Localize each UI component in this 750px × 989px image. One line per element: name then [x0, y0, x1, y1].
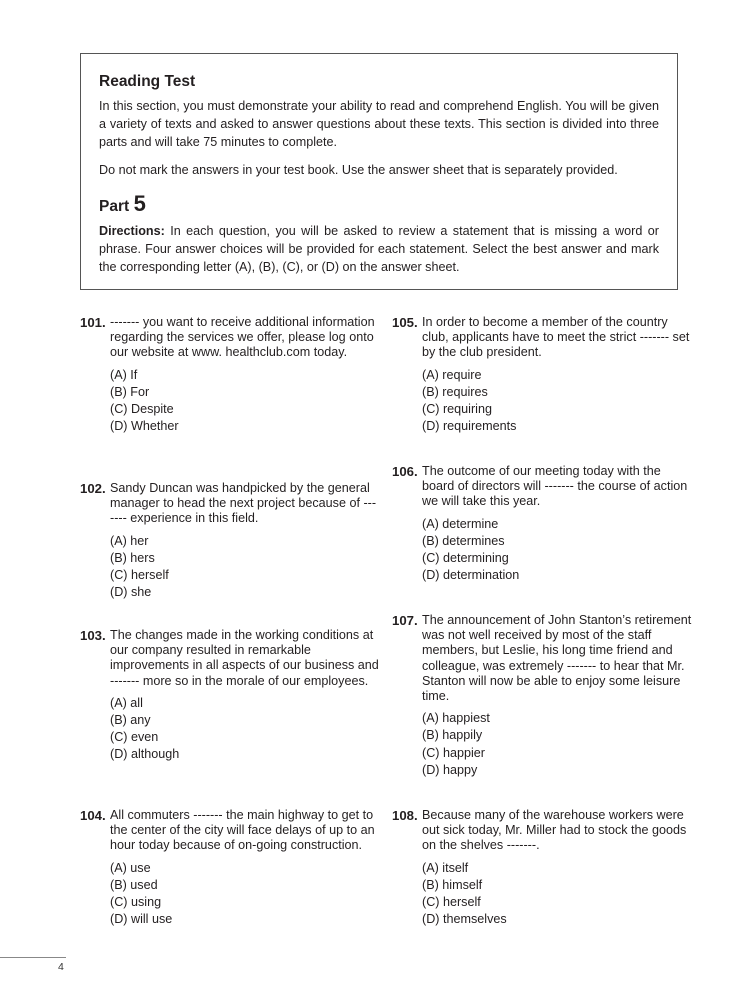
option-c[interactable]: (C) herself [422, 895, 481, 910]
answer-options [110, 367, 380, 436]
question-number: 102. [80, 481, 106, 496]
directions [99, 222, 659, 277]
option-d[interactable]: (D) happy [422, 762, 478, 777]
question-number: 106. [392, 464, 418, 479]
option-b[interactable]: (B) determines [422, 533, 505, 548]
option-d[interactable]: (D) requirements [422, 419, 517, 434]
question-text: In order to become a member of the country club, applicants have to meet the strict ------- set by the club president. [422, 315, 690, 360]
option-c[interactable]: (C) determining [422, 551, 509, 566]
question-text: The announcement of John Stanton’s retirement was not well received by most of the staff members, but Leslie, his long time friend and colleague, was extremely ------- to hear that Mr. Stanton will now be able to enjoy some leisure time. [422, 613, 692, 704]
question-text: Because many of the warehouse workers were out sick today, Mr. Miller had to stock the goods on the shelves -------. [422, 808, 687, 853]
page-number: 4 [58, 961, 64, 973]
question-101 [80, 315, 380, 435]
question-105 [392, 315, 692, 435]
option-b[interactable]: (B) hers [110, 550, 155, 565]
option-c[interactable]: (C) requiring [422, 402, 492, 417]
option-a[interactable]: (A) itself [422, 860, 469, 875]
option-b[interactable]: (B) requires [422, 384, 488, 399]
option-a[interactable]: (A) determine [422, 516, 499, 531]
answer-options [422, 860, 692, 929]
answer-options [110, 860, 380, 929]
option-b[interactable]: (B) used [110, 877, 158, 892]
section-title: Reading Test [99, 73, 196, 90]
question-102 [80, 481, 380, 601]
question-number: 103. [80, 628, 106, 643]
question-108 [392, 808, 692, 928]
question-107 [392, 613, 692, 779]
footer-divider [0, 957, 66, 958]
answer-options [110, 695, 380, 764]
question-number: 101. [80, 315, 106, 330]
option-c[interactable]: (C) herself [110, 568, 169, 583]
option-d[interactable]: (D) will use [110, 912, 173, 927]
question-number: 108. [392, 808, 418, 823]
part-label: Part [99, 197, 130, 215]
answer-options [422, 516, 692, 585]
question-103 [80, 628, 380, 764]
option-a[interactable]: (A) use [110, 860, 151, 875]
option-a[interactable]: (A) happiest [422, 711, 490, 726]
answer-options [422, 710, 692, 779]
option-a[interactable]: (A) require [422, 367, 482, 382]
option-b[interactable]: (B) any [110, 713, 151, 728]
question-text: All commuters ------- the main highway to get to the center of the city will face delays of up to an hour today because of on-going construction. [110, 808, 375, 853]
intro-paragraph: In this section, you must demonstrate your ability to read and comprehend English. You will be given a variety of texts and asked to answer questions about these texts. This section is divided into three parts and will take 75 minutes to complete. [99, 99, 659, 150]
option-c[interactable]: (C) Despite [110, 402, 174, 417]
question-number: 104. [80, 808, 106, 823]
option-a[interactable]: (A) her [110, 533, 149, 548]
directions-text: In each question, you will be asked to review a statement that is missing a word or phrase. Four answer choices will be provided for each statement. Select the best answer and mark the corresponding letter (A), (B), (C), or (D) on the answer sheet. [99, 223, 659, 275]
question-text: Sandy Duncan was handpicked by the general manager to head the next project because of ------- experience in this field. [110, 481, 377, 526]
option-d[interactable]: (D) although [110, 747, 180, 762]
option-b[interactable]: (B) happily [422, 728, 483, 743]
question-106 [392, 464, 692, 584]
option-c[interactable]: (C) using [110, 895, 162, 910]
question-text: The changes made in the working conditions at our company resulted in remarkable improvements in all aspects of our business and ------- more so in the morale of our employees. [110, 628, 379, 688]
option-b[interactable]: (B) himself [422, 877, 483, 892]
question-text: ------- you want to receive additional information regarding the services we offer, please log onto our website at www. healthclub.com today. [110, 315, 375, 360]
question-number: 105. [392, 315, 418, 330]
answer-sheet-instruction: Do not mark the answers in your test book. Use the answer sheet that is separately provided. [99, 162, 618, 177]
question-104 [80, 808, 380, 928]
option-a[interactable]: (A) all [110, 695, 143, 710]
part-heading [99, 190, 659, 218]
question-number: 107. [392, 613, 418, 628]
option-a[interactable]: (A) If [110, 367, 138, 382]
part-number: 5 [133, 190, 146, 216]
answer-options [422, 367, 692, 436]
reading-test-intro-box [80, 53, 678, 290]
option-d[interactable]: (D) themselves [422, 912, 507, 927]
option-d[interactable]: (D) she [110, 585, 152, 600]
option-b[interactable]: (B) For [110, 384, 150, 399]
question-text: The outcome of our meeting today with the board of directors will ------- the course of action we will take this year. [422, 464, 688, 509]
option-c[interactable]: (C) even [110, 730, 159, 745]
answer-options [110, 533, 380, 602]
option-c[interactable]: (C) happier [422, 745, 485, 760]
directions-label: Directions: [99, 223, 165, 238]
option-d[interactable]: (D) determination [422, 568, 520, 583]
option-d[interactable]: (D) Whether [110, 419, 179, 434]
